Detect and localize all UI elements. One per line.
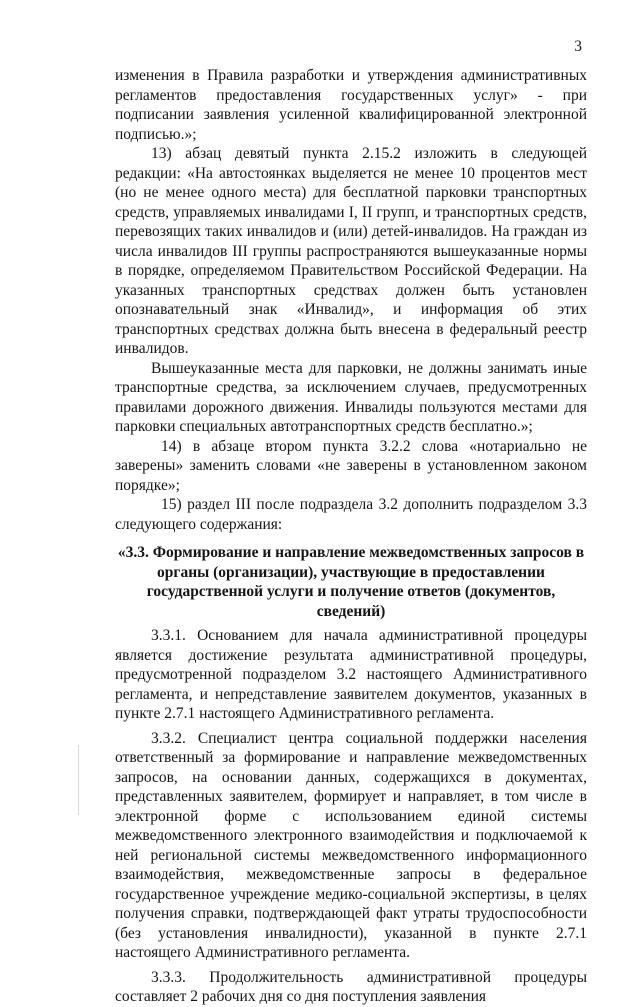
scan-margin-line	[78, 745, 79, 815]
page-number: 3	[574, 38, 582, 55]
section-heading: «3.3. Формирование и направление межведомственных запросов в органы (организации), участвующие в предоставлении государственной услуги и получение ответов (документов, сведений)	[117, 544, 585, 620]
paragraph-continuation: изменения в Правила разработки и утверждения административных регламентов предоставления государственных услуг» - при подписании заявления усиленной квалифицированной электронной подписью.»;	[115, 67, 587, 143]
paragraph-3-3-3: 3.3.3. Продолжительность административной процедуры составляет 2 рабочих дня со дня поступления заявления	[115, 968, 587, 1005]
paragraph-parking: Вышеуказанные места для парковки, не должны занимать иные транспортные средства, за исключением случаев, предусмотренных правилами дорожного движения. Инвалиды пользуются местами для парковки специальных автотранспортных средств бесплатно.»;	[115, 359, 587, 435]
paragraph-item-14: 14) в абзаце втором пункта 3.2.2 слова «нотариально не заверены» заменить словами «не заверены в установленном законом порядке»;	[115, 437, 587, 494]
paragraph-item-13: 13) абзац девятый пункта 2.15.2 изложить в следующей редакции: «На автостоянках выделяется не менее 10 процентов мест (но не менее одного места) для бесплатной парковки транспортных средств, управляемых инвалидами I, II групп, и транспортных средств, перевозящих таких инвалидов и (или) детей-инвалидов. На граждан из числа инвалидов III группы распространяются вышеуказанные нормы в порядке, определяемом Правительством Российской Федерации. На указанных транспортных средствах должен быть установлен опознавательный знак «Инвалид», и информация об этих транспортных средствах должна быть внесена в федеральный реестр инвалидов.	[115, 145, 587, 357]
paragraph-item-15: 15) раздел III после подраздела 3.2 дополнить подразделом 3.3 следующего содержания:	[115, 496, 587, 533]
paragraph-3-3-1: 3.3.1. Основанием для начала административной процедуры является достижение результата административной процедуры, предусмотренной подразделом 3.2 настоящего Административного регламента, и непредставление заявителем документов, указанных в пункте 2.7.1 настоящего Административного регламента.	[115, 627, 587, 722]
document-body	[115, 66, 587, 1007]
paragraph-3-3-2: 3.3.2. Специалист центра социальной поддержки населения ответственный за формирование и направление межведомственных запросов, на основании данных, содержащихся в документах, представленных заявителем, формирует и направляет, в том числе в электронной форме с использованием единой системы межведомственного электронного взаимодействия и подключаемой к ней региональной системы межведомственного информационного взаимодействия, межведомственные запросы в федеральное государственное учреждение медико-социальной экспертизы, в целях получения справки, подтверждающей факт утраты трудоспособности (без установления инвалидности), указанной в пункте 2.7.1 настоящего Административного регламента.	[115, 729, 587, 961]
